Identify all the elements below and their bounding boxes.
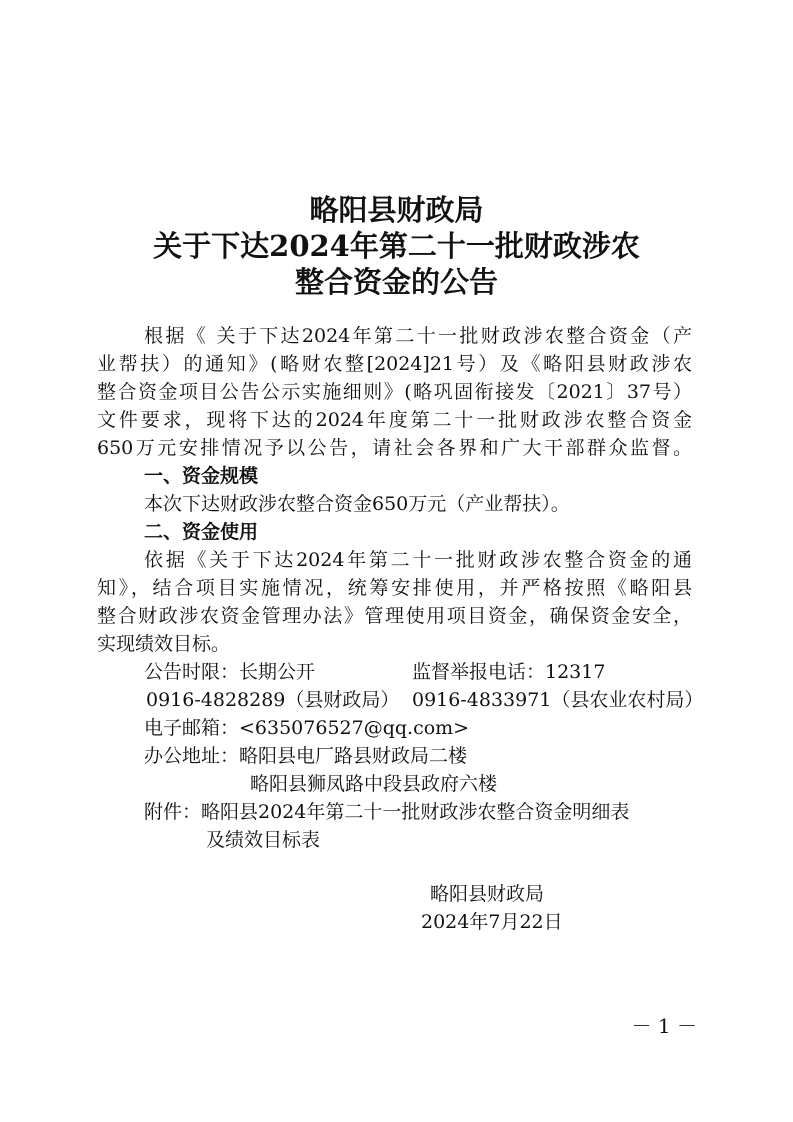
attachment-line-1: 附件：略阳县2024年第二十一批财政涉农整合资金明细表 bbox=[144, 801, 630, 823]
signature-org: 略阳县财政局 bbox=[430, 883, 545, 905]
title-line-2: 关于下达2024年第二十一批财政涉农 bbox=[153, 229, 640, 263]
page-number: － 1 － bbox=[631, 1014, 697, 1038]
title-line-1: 略阳县财政局 bbox=[309, 193, 484, 227]
intro-line-2: 业帮扶）的通知》(略财农整[2024]21号）及《略阳县财政涉农 bbox=[97, 353, 692, 375]
hotline: 监督举报电话：12317 bbox=[412, 661, 606, 683]
section-2-line-3: 整合财政涉农资金管理办法》管理使用项目资金，确保资金安全， bbox=[97, 605, 692, 627]
section-2-line-2: 知》，结合项目实施情况，统筹安排使用，并严格按照《略阳县 bbox=[97, 577, 692, 599]
intro-line-1: 根据《 关于下达2024年第二十一批财政涉农整合资金（产 bbox=[144, 325, 692, 347]
title-line-3: 整合资金的公告 bbox=[294, 265, 498, 299]
office-address-1: 办公地址：略阳县电厂路县财政局二楼 bbox=[144, 745, 468, 767]
section-2-line-4: 实现绩效目标。 bbox=[97, 633, 231, 655]
section-1-heading: 一、资金规模 bbox=[144, 465, 259, 487]
signature-date: 2024年7月22日 bbox=[421, 911, 563, 933]
attachment-line-2: 及绩效目标表 bbox=[206, 829, 321, 851]
section-2-line-1: 依据《关于下达2024年第二十一批财政涉农整合资金的通 bbox=[144, 549, 692, 571]
intro-line-4: 文件要求，现将下达的2024年度第二十一批财政涉农整合资金 bbox=[97, 409, 692, 431]
phone-agriculture-bureau: 0916-4833971（县农业农村局） bbox=[412, 689, 704, 711]
intro-line-3: 整合资金项目公告公示实施细则》(略巩固衔接发〔2021〕37号） bbox=[97, 381, 692, 403]
announcement-period: 公告时限：长期公开 bbox=[144, 661, 316, 683]
intro-line-5: 650万元安排情况予以公告，请社会各界和广大干部群众监督。 bbox=[97, 437, 692, 459]
email: 电子邮箱：<635076527@qq.com> bbox=[144, 717, 470, 739]
office-address-2: 略阳县狮凤路中段县政府六楼 bbox=[250, 773, 498, 795]
phone-finance-bureau: 0916-4828289（县财政局） bbox=[146, 689, 400, 711]
section-1-text: 本次下达财政涉农整合资金650万元（产业帮扶）。 bbox=[144, 493, 570, 515]
section-2-heading: 二、资金使用 bbox=[144, 521, 259, 543]
